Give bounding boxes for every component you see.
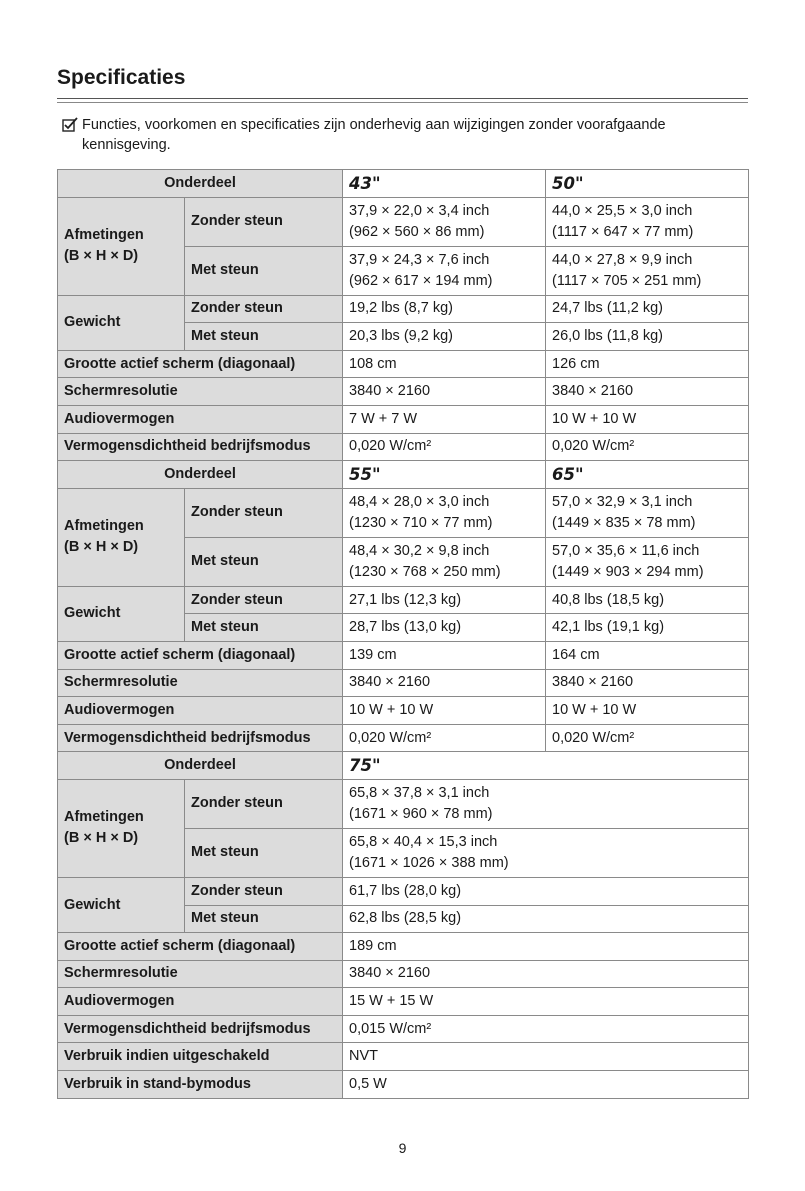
standby-75: 0,5 W (343, 1071, 749, 1099)
dim-stand-50: 44,0 × 27,8 × 9,9 inch (1117 × 705 × 251 mm) (546, 246, 749, 295)
off-consumption-label: Verbruik indien uitgeschakeld (58, 1043, 343, 1071)
model-50: 50" (546, 170, 749, 198)
density-75: 0,015 W/cm² (343, 1015, 749, 1043)
screen-size-label: Grootte actief scherm (diagonaal) (58, 350, 343, 378)
dim-no-stand-65: 57,0 × 32,9 × 3,1 inch (1449 × 835 × 78 mm) (546, 488, 749, 537)
with-stand-label: Met steun (185, 323, 343, 351)
weight-label: Gewicht (58, 877, 185, 932)
resolution-label: Schermresolutie (58, 960, 343, 988)
screen-50: 126 cm (546, 350, 749, 378)
density-50: 0,020 W/cm² (546, 433, 749, 461)
weight-label: Gewicht (58, 586, 185, 641)
resolution-label: Schermresolutie (58, 669, 343, 697)
screen-75: 189 cm (343, 933, 749, 961)
with-stand-label: Met steun (185, 614, 343, 642)
without-stand-label: Zonder steun (185, 877, 343, 905)
header-item: Onderdeel (58, 170, 343, 198)
weight-no-stand-65: 40,8 lbs (18,5 kg) (546, 586, 749, 614)
model-75: 75" (343, 752, 749, 780)
without-stand-label: Zonder steun (185, 197, 343, 246)
model-55: 55" (343, 461, 546, 489)
weight-no-stand-43: 19,2 lbs (8,7 kg) (343, 295, 546, 323)
dim-no-stand-75: 65,8 × 37,8 × 3,1 inch (1671 × 960 × 78 mm) (343, 779, 749, 828)
resolution-43: 3840 × 2160 (343, 378, 546, 406)
power-density-label: Vermogensdichtheid bedrijfsmodus (58, 724, 343, 752)
weight-stand-75: 62,8 lbs (28,5 kg) (343, 905, 749, 933)
power-density-label: Vermogensdichtheid bedrijfsmodus (58, 1015, 343, 1043)
page-number: 9 (398, 1140, 407, 1156)
standby-label: Verbruik in stand-bymodus (58, 1071, 343, 1099)
with-stand-label: Met steun (185, 905, 343, 933)
power-density-label: Vermogensdichtheid bedrijfsmodus (58, 433, 343, 461)
weight-stand-50: 26,0 lbs (11,8 kg) (546, 323, 749, 351)
weight-no-stand-75: 61,7 lbs (28,0 kg) (343, 877, 749, 905)
dim-no-stand-50: 44,0 × 25,5 × 3,0 inch (1117 × 647 × 77 mm) (546, 197, 749, 246)
title-rule-thin (57, 102, 748, 103)
dim-stand-75: 65,8 × 40,4 × 15,3 inch (1671 × 1026 × 388 mm) (343, 828, 749, 877)
screen-size-label: Grootte actief scherm (diagonaal) (58, 933, 343, 961)
note-line-2: kennisgeving. (82, 137, 171, 153)
page-title: Specificaties (57, 66, 186, 89)
audio-label: Audiovermogen (58, 697, 343, 725)
dimensions-label: Afmetingen (B × H × D) (58, 779, 185, 877)
model-65: 65" (546, 461, 749, 489)
checkbox-checked-icon (62, 117, 78, 132)
with-stand-label: Met steun (185, 828, 343, 877)
note-line-1: Functies, voorkomen en specificaties zijn onderhevig aan wijzigingen zonder voorafgaande (82, 117, 666, 133)
density-65: 0,020 W/cm² (546, 724, 749, 752)
density-55: 0,020 W/cm² (343, 724, 546, 752)
resolution-65: 3840 × 2160 (546, 669, 749, 697)
audio-43: 7 W + 7 W (343, 405, 546, 433)
dimensions-label: Afmetingen (B × H × D) (58, 197, 185, 295)
dim-no-stand-55: 48,4 × 28,0 × 3,0 inch (1230 × 710 × 77 mm) (343, 488, 546, 537)
resolution-75: 3840 × 2160 (343, 960, 749, 988)
off-75: NVT (343, 1043, 749, 1071)
weight-stand-65: 42,1 lbs (19,1 kg) (546, 614, 749, 642)
weight-stand-43: 20,3 lbs (9,2 kg) (343, 323, 546, 351)
without-stand-label: Zonder steun (185, 295, 343, 323)
resolution-label: Schermresolutie (58, 378, 343, 406)
without-stand-label: Zonder steun (185, 586, 343, 614)
without-stand-label: Zonder steun (185, 779, 343, 828)
with-stand-label: Met steun (185, 537, 343, 586)
without-stand-label: Zonder steun (185, 488, 343, 537)
dim-no-stand-43: 37,9 × 22,0 × 3,4 inch (962 × 560 × 86 mm) (343, 197, 546, 246)
spec-table (57, 169, 749, 1099)
title-rule (57, 98, 748, 99)
audio-65: 10 W + 10 W (546, 697, 749, 725)
dimensions-label: Afmetingen (B × H × D) (58, 488, 185, 586)
weight-no-stand-55: 27,1 lbs (12,3 kg) (343, 586, 546, 614)
dim-stand-55: 48,4 × 30,2 × 9,8 inch (1230 × 768 × 250 mm) (343, 537, 546, 586)
audio-55: 10 W + 10 W (343, 697, 546, 725)
model-43: 43" (343, 170, 546, 198)
header-item: Onderdeel (58, 752, 343, 780)
audio-label: Audiovermogen (58, 405, 343, 433)
audio-75: 15 W + 15 W (343, 988, 749, 1016)
density-43: 0,020 W/cm² (343, 433, 546, 461)
audio-50: 10 W + 10 W (546, 405, 749, 433)
weight-label: Gewicht (58, 295, 185, 350)
weight-stand-55: 28,7 lbs (13,0 kg) (343, 614, 546, 642)
dim-stand-65: 57,0 × 35,6 × 11,6 inch (1449 × 903 × 294 mm) (546, 537, 749, 586)
resolution-55: 3840 × 2160 (343, 669, 546, 697)
screen-65: 164 cm (546, 641, 749, 669)
weight-no-stand-50: 24,7 lbs (11,2 kg) (546, 295, 749, 323)
header-item: Onderdeel (58, 461, 343, 489)
with-stand-label: Met steun (185, 246, 343, 295)
screen-55: 139 cm (343, 641, 546, 669)
screen-43: 108 cm (343, 350, 546, 378)
disclaimer-note (62, 115, 752, 155)
screen-size-label: Grootte actief scherm (diagonaal) (58, 641, 343, 669)
dim-stand-43: 37,9 × 24,3 × 7,6 inch (962 × 617 × 194 mm) (343, 246, 546, 295)
resolution-50: 3840 × 2160 (546, 378, 749, 406)
audio-label: Audiovermogen (58, 988, 343, 1016)
